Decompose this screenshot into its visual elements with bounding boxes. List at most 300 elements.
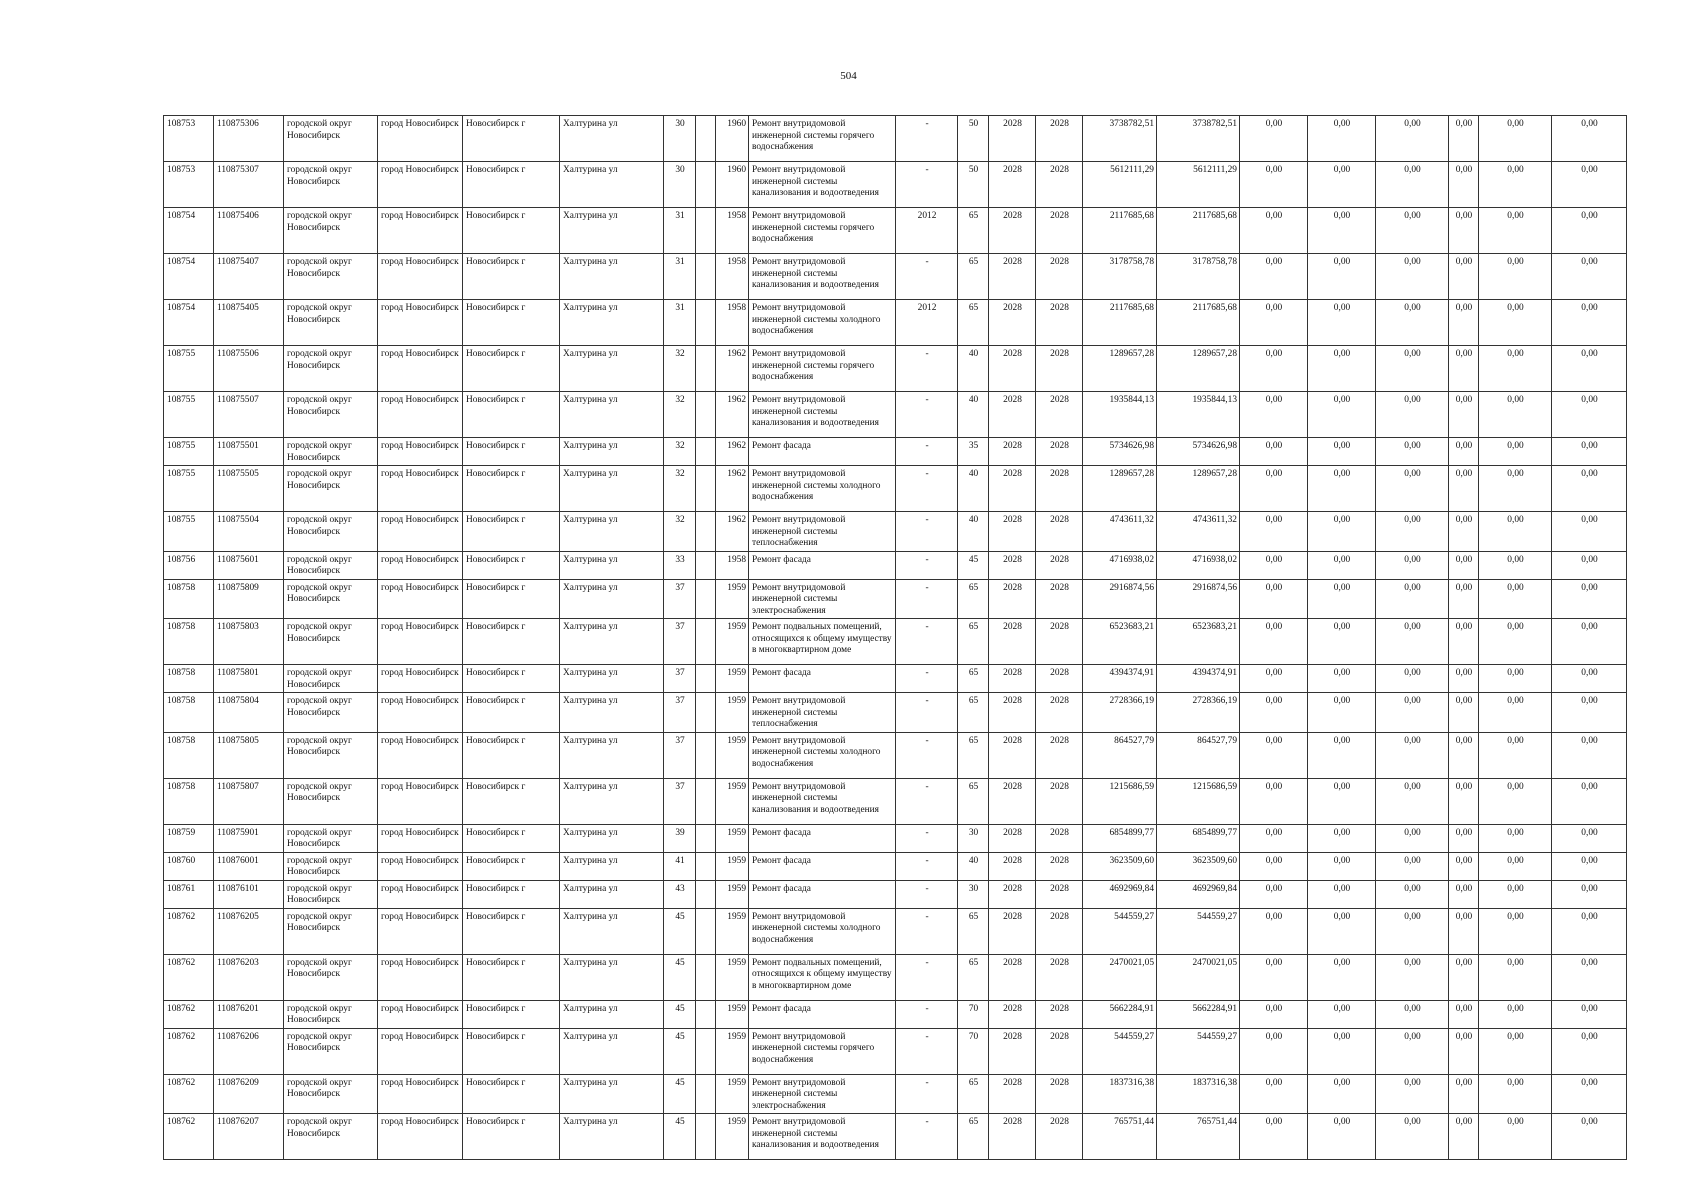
funding-cell-2: 0,00 — [1308, 1000, 1376, 1028]
funding-cell-1: 0,00 — [1240, 162, 1308, 208]
table-row — [164, 438, 1627, 466]
settlement-cell: город Новосибирск — [378, 824, 463, 852]
funding-cell-4: 0,00 — [1449, 254, 1479, 300]
house-number-cell: 32 — [664, 466, 696, 512]
plan-end-year-cell: 2028 — [1036, 665, 1083, 693]
district-cell: городской округ Новосибирск — [284, 908, 378, 954]
block-cell — [696, 824, 716, 852]
total-cost-cell: 3178758,78 — [1157, 254, 1240, 300]
build-year-cell: 1960 — [716, 162, 749, 208]
total-cost-cell: 5734626,98 — [1157, 438, 1240, 466]
funding-cell-6: 0,00 — [1552, 300, 1627, 346]
funding-cell-1: 0,00 — [1240, 693, 1308, 733]
table-row — [164, 551, 1627, 579]
wear-percent-cell: 30 — [958, 880, 989, 908]
total-cost-cell: 2117685,68 — [1157, 300, 1240, 346]
funding-cell-6: 0,00 — [1552, 908, 1627, 954]
funding-cell-4: 0,00 — [1449, 551, 1479, 579]
plan-start-year-cell: 2028 — [989, 1074, 1036, 1114]
house-number-cell: 32 — [664, 512, 696, 552]
settlement-cell: город Новосибирск — [378, 1074, 463, 1114]
plan-end-year-cell: 2028 — [1036, 732, 1083, 778]
table-row — [164, 392, 1627, 438]
plan-start-year-cell: 2028 — [989, 300, 1036, 346]
funding-cell-1: 0,00 — [1240, 824, 1308, 852]
work-code-cell: 110876207 — [214, 1114, 284, 1160]
plan-end-year-cell: 2028 — [1036, 908, 1083, 954]
street-cell: Халтурина ул — [560, 512, 664, 552]
funding-cell-5: 0,00 — [1479, 116, 1552, 162]
street-cell: Халтурина ул — [560, 824, 664, 852]
settlement-cell: город Новосибирск — [378, 162, 463, 208]
funding-cell-5: 0,00 — [1479, 466, 1552, 512]
funding-cell-4: 0,00 — [1449, 346, 1479, 392]
district-cell: городской округ Новосибирск — [284, 1028, 378, 1074]
funding-cell-3: 0,00 — [1376, 300, 1449, 346]
city-cell: Новосибирск г — [463, 778, 560, 824]
total-cost-cell: 1215686,59 — [1157, 778, 1240, 824]
wear-percent-cell: 65 — [958, 732, 989, 778]
total-cost-cell: 544559,27 — [1157, 908, 1240, 954]
funding-cell-4: 0,00 — [1449, 116, 1479, 162]
plan-start-year-cell: 2028 — [989, 778, 1036, 824]
build-year-cell: 1959 — [716, 908, 749, 954]
settlement-cell: город Новосибирск — [378, 438, 463, 466]
last-repair-year-cell: - — [896, 1074, 958, 1114]
plan-end-year-cell: 2028 — [1036, 162, 1083, 208]
plan-start-year-cell: 2028 — [989, 693, 1036, 733]
plan-end-year-cell: 2028 — [1036, 438, 1083, 466]
work-code-cell: 110876001 — [214, 852, 284, 880]
wear-percent-cell: 35 — [958, 438, 989, 466]
funding-cell-3: 0,00 — [1376, 551, 1449, 579]
last-repair-year-cell: - — [896, 852, 958, 880]
funding-cell-1: 0,00 — [1240, 551, 1308, 579]
funding-cell-5: 0,00 — [1479, 852, 1552, 880]
funding-cell-5: 0,00 — [1479, 1028, 1552, 1074]
plan-end-year-cell: 2028 — [1036, 512, 1083, 552]
table-row — [164, 1028, 1627, 1074]
funding-cell-4: 0,00 — [1449, 300, 1479, 346]
cost-cell: 1837316,38 — [1083, 1074, 1157, 1114]
house-number-cell: 45 — [664, 1000, 696, 1028]
wear-percent-cell: 40 — [958, 466, 989, 512]
plan-start-year-cell: 2028 — [989, 438, 1036, 466]
object-id-cell: 108762 — [164, 1074, 214, 1114]
last-repair-year-cell: - — [896, 665, 958, 693]
block-cell — [696, 732, 716, 778]
plan-start-year-cell: 2028 — [989, 619, 1036, 665]
cost-cell: 544559,27 — [1083, 908, 1157, 954]
block-cell — [696, 579, 716, 619]
wear-percent-cell: 30 — [958, 824, 989, 852]
table-row — [164, 778, 1627, 824]
cost-cell: 5734626,98 — [1083, 438, 1157, 466]
block-cell — [696, 693, 716, 733]
funding-cell-6: 0,00 — [1552, 1074, 1627, 1114]
build-year-cell: 1960 — [716, 116, 749, 162]
funding-cell-2: 0,00 — [1308, 954, 1376, 1000]
plan-end-year-cell: 2028 — [1036, 1074, 1083, 1114]
funding-cell-1: 0,00 — [1240, 116, 1308, 162]
funding-cell-6: 0,00 — [1552, 824, 1627, 852]
funding-cell-2: 0,00 — [1308, 732, 1376, 778]
table-row — [164, 908, 1627, 954]
funding-cell-3: 0,00 — [1376, 880, 1449, 908]
table-row — [164, 619, 1627, 665]
funding-cell-2: 0,00 — [1308, 693, 1376, 733]
funding-cell-3: 0,00 — [1376, 1074, 1449, 1114]
funding-cell-4: 0,00 — [1449, 512, 1479, 552]
block-cell — [696, 852, 716, 880]
funding-cell-6: 0,00 — [1552, 116, 1627, 162]
work-code-cell: 110876205 — [214, 908, 284, 954]
funding-cell-4: 0,00 — [1449, 162, 1479, 208]
city-cell: Новосибирск г — [463, 693, 560, 733]
total-cost-cell: 765751,44 — [1157, 1114, 1240, 1160]
settlement-cell: город Новосибирск — [378, 619, 463, 665]
funding-cell-2: 0,00 — [1308, 880, 1376, 908]
work-type-cell: Ремонт фасада — [749, 665, 896, 693]
settlement-cell: город Новосибирск — [378, 512, 463, 552]
object-id-cell: 108755 — [164, 346, 214, 392]
funding-cell-1: 0,00 — [1240, 346, 1308, 392]
work-type-cell: Ремонт внутридомовой инженерной системы канализования и водоотведения — [749, 778, 896, 824]
funding-cell-4: 0,00 — [1449, 693, 1479, 733]
district-cell: городской округ Новосибирск — [284, 665, 378, 693]
object-id-cell: 108755 — [164, 438, 214, 466]
street-cell: Халтурина ул — [560, 1000, 664, 1028]
work-code-cell: 110875405 — [214, 300, 284, 346]
cost-cell: 2117685,68 — [1083, 208, 1157, 254]
work-code-cell: 110875504 — [214, 512, 284, 552]
house-number-cell: 43 — [664, 880, 696, 908]
last-repair-year-cell: - — [896, 392, 958, 438]
house-number-cell: 37 — [664, 579, 696, 619]
funding-cell-3: 0,00 — [1376, 512, 1449, 552]
total-cost-cell: 3738782,51 — [1157, 116, 1240, 162]
house-number-cell: 41 — [664, 852, 696, 880]
object-id-cell: 108755 — [164, 392, 214, 438]
block-cell — [696, 512, 716, 552]
funding-cell-6: 0,00 — [1552, 1028, 1627, 1074]
district-cell: городской округ Новосибирск — [284, 778, 378, 824]
funding-cell-1: 0,00 — [1240, 880, 1308, 908]
funding-cell-1: 0,00 — [1240, 732, 1308, 778]
funding-cell-2: 0,00 — [1308, 778, 1376, 824]
funding-cell-6: 0,00 — [1552, 665, 1627, 693]
object-id-cell: 108755 — [164, 466, 214, 512]
object-id-cell: 108758 — [164, 579, 214, 619]
funding-cell-4: 0,00 — [1449, 880, 1479, 908]
work-type-cell: Ремонт внутридомовой инженерной системы холодного водоснабжения — [749, 908, 896, 954]
plan-end-year-cell: 2028 — [1036, 954, 1083, 1000]
plan-end-year-cell: 2028 — [1036, 824, 1083, 852]
object-id-cell: 108762 — [164, 954, 214, 1000]
work-type-cell: Ремонт подвальных помещений, относящихся к общему имуществу в многоквартирном доме — [749, 954, 896, 1000]
district-cell: городской округ Новосибирск — [284, 254, 378, 300]
district-cell: городской округ Новосибирск — [284, 116, 378, 162]
house-number-cell: 32 — [664, 346, 696, 392]
build-year-cell: 1959 — [716, 665, 749, 693]
funding-cell-6: 0,00 — [1552, 392, 1627, 438]
object-id-cell: 108754 — [164, 300, 214, 346]
work-type-cell: Ремонт внутридомовой инженерной системы теплоснабжения — [749, 512, 896, 552]
cost-cell: 6854899,77 — [1083, 824, 1157, 852]
plan-end-year-cell: 2028 — [1036, 254, 1083, 300]
plan-end-year-cell: 2028 — [1036, 116, 1083, 162]
work-code-cell: 110875809 — [214, 579, 284, 619]
total-cost-cell: 6523683,21 — [1157, 619, 1240, 665]
wear-percent-cell: 65 — [958, 254, 989, 300]
funding-cell-3: 0,00 — [1376, 1000, 1449, 1028]
work-type-cell: Ремонт внутридомовой инженерной системы канализования и водоотведения — [749, 162, 896, 208]
table-row — [164, 1000, 1627, 1028]
build-year-cell: 1958 — [716, 208, 749, 254]
settlement-cell: город Новосибирск — [378, 908, 463, 954]
work-type-cell: Ремонт внутридомовой инженерной системы теплоснабжения — [749, 693, 896, 733]
last-repair-year-cell: - — [896, 162, 958, 208]
last-repair-year-cell: - — [896, 693, 958, 733]
wear-percent-cell: 50 — [958, 116, 989, 162]
funding-cell-3: 0,00 — [1376, 162, 1449, 208]
funding-cell-5: 0,00 — [1479, 1114, 1552, 1160]
city-cell: Новосибирск г — [463, 908, 560, 954]
plan-start-year-cell: 2028 — [989, 954, 1036, 1000]
plan-end-year-cell: 2028 — [1036, 551, 1083, 579]
funding-cell-5: 0,00 — [1479, 346, 1552, 392]
work-code-cell: 110875803 — [214, 619, 284, 665]
plan-end-year-cell: 2028 — [1036, 466, 1083, 512]
work-code-cell: 110875807 — [214, 778, 284, 824]
wear-percent-cell: 40 — [958, 852, 989, 880]
funding-cell-4: 0,00 — [1449, 619, 1479, 665]
table-row — [164, 1114, 1627, 1160]
funding-cell-4: 0,00 — [1449, 1074, 1479, 1114]
settlement-cell: город Новосибирск — [378, 693, 463, 733]
funding-cell-4: 0,00 — [1449, 438, 1479, 466]
object-id-cell: 108762 — [164, 1000, 214, 1028]
plan-start-year-cell: 2028 — [989, 551, 1036, 579]
last-repair-year-cell: - — [896, 1000, 958, 1028]
street-cell: Халтурина ул — [560, 880, 664, 908]
funding-cell-5: 0,00 — [1479, 438, 1552, 466]
plan-end-year-cell: 2028 — [1036, 300, 1083, 346]
build-year-cell: 1959 — [716, 732, 749, 778]
work-code-cell: 110875805 — [214, 732, 284, 778]
city-cell: Новосибирск г — [463, 116, 560, 162]
block-cell — [696, 438, 716, 466]
city-cell: Новосибирск г — [463, 619, 560, 665]
house-number-cell: 30 — [664, 116, 696, 162]
funding-cell-1: 0,00 — [1240, 392, 1308, 438]
work-code-cell: 110875601 — [214, 551, 284, 579]
funding-cell-2: 0,00 — [1308, 512, 1376, 552]
build-year-cell: 1959 — [716, 579, 749, 619]
funding-cell-1: 0,00 — [1240, 1074, 1308, 1114]
funding-cell-1: 0,00 — [1240, 908, 1308, 954]
house-number-cell: 37 — [664, 619, 696, 665]
city-cell: Новосибирск г — [463, 466, 560, 512]
funding-cell-4: 0,00 — [1449, 665, 1479, 693]
street-cell: Халтурина ул — [560, 1028, 664, 1074]
district-cell: городской округ Новосибирск — [284, 579, 378, 619]
work-type-cell: Ремонт фасада — [749, 438, 896, 466]
funding-cell-2: 0,00 — [1308, 1114, 1376, 1160]
last-repair-year-cell: - — [896, 732, 958, 778]
build-year-cell: 1958 — [716, 254, 749, 300]
table-row — [164, 116, 1627, 162]
street-cell: Халтурина ул — [560, 954, 664, 1000]
district-cell: городской округ Новосибирск — [284, 824, 378, 852]
funding-cell-1: 0,00 — [1240, 665, 1308, 693]
funding-cell-3: 0,00 — [1376, 693, 1449, 733]
funding-cell-4: 0,00 — [1449, 732, 1479, 778]
district-cell: городской округ Новосибирск — [284, 880, 378, 908]
district-cell: городской округ Новосибирск — [284, 1114, 378, 1160]
block-cell — [696, 954, 716, 1000]
district-cell: городской округ Новосибирск — [284, 300, 378, 346]
funding-cell-6: 0,00 — [1552, 778, 1627, 824]
build-year-cell: 1962 — [716, 466, 749, 512]
work-code-cell: 110875804 — [214, 693, 284, 733]
wear-percent-cell: 65 — [958, 778, 989, 824]
total-cost-cell: 1289657,28 — [1157, 466, 1240, 512]
work-code-cell: 110875306 — [214, 116, 284, 162]
total-cost-cell: 6854899,77 — [1157, 824, 1240, 852]
wear-percent-cell: 65 — [958, 300, 989, 346]
build-year-cell: 1962 — [716, 346, 749, 392]
last-repair-year-cell: - — [896, 778, 958, 824]
funding-cell-3: 0,00 — [1376, 346, 1449, 392]
cost-cell: 4743611,32 — [1083, 512, 1157, 552]
total-cost-cell: 4394374,91 — [1157, 665, 1240, 693]
street-cell: Халтурина ул — [560, 392, 664, 438]
settlement-cell: город Новосибирск — [378, 579, 463, 619]
funding-cell-1: 0,00 — [1240, 852, 1308, 880]
work-type-cell: Ремонт фасада — [749, 824, 896, 852]
house-number-cell: 37 — [664, 665, 696, 693]
work-type-cell: Ремонт внутридомовой инженерной системы горячего водоснабжения — [749, 1028, 896, 1074]
cost-cell: 3738782,51 — [1083, 116, 1157, 162]
funding-cell-3: 0,00 — [1376, 254, 1449, 300]
funding-cell-5: 0,00 — [1479, 824, 1552, 852]
city-cell: Новосибирск г — [463, 579, 560, 619]
work-type-cell: Ремонт подвальных помещений, относящихся к общему имуществу в многоквартирном доме — [749, 619, 896, 665]
last-repair-year-cell: - — [896, 954, 958, 1000]
plan-end-year-cell: 2028 — [1036, 693, 1083, 733]
plan-start-year-cell: 2028 — [989, 512, 1036, 552]
plan-start-year-cell: 2028 — [989, 392, 1036, 438]
funding-cell-5: 0,00 — [1479, 300, 1552, 346]
repair-register-table — [163, 115, 1627, 1160]
funding-cell-6: 0,00 — [1552, 1114, 1627, 1160]
total-cost-cell: 3623509,60 — [1157, 852, 1240, 880]
street-cell: Халтурина ул — [560, 162, 664, 208]
table-row — [164, 208, 1627, 254]
district-cell: городской округ Новосибирск — [284, 1000, 378, 1028]
total-cost-cell: 2916874,56 — [1157, 579, 1240, 619]
last-repair-year-cell: - — [896, 619, 958, 665]
work-type-cell: Ремонт внутридомовой инженерной системы электроснабжения — [749, 1074, 896, 1114]
plan-end-year-cell: 2028 — [1036, 852, 1083, 880]
funding-cell-2: 0,00 — [1308, 438, 1376, 466]
object-id-cell: 108753 — [164, 116, 214, 162]
city-cell: Новосибирск г — [463, 1000, 560, 1028]
total-cost-cell: 4743611,32 — [1157, 512, 1240, 552]
work-type-cell: Ремонт внутридомовой инженерной системы холодного водоснабжения — [749, 732, 896, 778]
work-type-cell: Ремонт внутридомовой инженерной системы горячего водоснабжения — [749, 346, 896, 392]
district-cell: городской округ Новосибирск — [284, 852, 378, 880]
district-cell: городской округ Новосибирск — [284, 438, 378, 466]
block-cell — [696, 116, 716, 162]
funding-cell-4: 0,00 — [1449, 778, 1479, 824]
funding-cell-5: 0,00 — [1479, 512, 1552, 552]
work-code-cell: 110876209 — [214, 1074, 284, 1114]
funding-cell-3: 0,00 — [1376, 438, 1449, 466]
table-row — [164, 512, 1627, 552]
table-row — [164, 1074, 1627, 1114]
funding-cell-4: 0,00 — [1449, 1000, 1479, 1028]
funding-cell-2: 0,00 — [1308, 1074, 1376, 1114]
settlement-cell: город Новосибирск — [378, 732, 463, 778]
cost-cell: 2916874,56 — [1083, 579, 1157, 619]
funding-cell-6: 0,00 — [1552, 619, 1627, 665]
settlement-cell: город Новосибирск — [378, 1114, 463, 1160]
build-year-cell: 1959 — [716, 1114, 749, 1160]
street-cell: Халтурина ул — [560, 908, 664, 954]
wear-percent-cell: 65 — [958, 693, 989, 733]
settlement-cell: город Новосибирск — [378, 1000, 463, 1028]
funding-cell-5: 0,00 — [1479, 162, 1552, 208]
wear-percent-cell: 70 — [958, 1028, 989, 1074]
funding-cell-6: 0,00 — [1552, 512, 1627, 552]
block-cell — [696, 1000, 716, 1028]
plan-end-year-cell: 2028 — [1036, 619, 1083, 665]
street-cell: Халтурина ул — [560, 693, 664, 733]
last-repair-year-cell: - — [896, 551, 958, 579]
house-number-cell: 45 — [664, 908, 696, 954]
house-number-cell: 45 — [664, 1028, 696, 1074]
settlement-cell: город Новосибирск — [378, 116, 463, 162]
block-cell — [696, 208, 716, 254]
cost-cell: 6523683,21 — [1083, 619, 1157, 665]
funding-cell-3: 0,00 — [1376, 778, 1449, 824]
plan-start-year-cell: 2028 — [989, 732, 1036, 778]
work-type-cell: Ремонт внутридомовой инженерной системы холодного водоснабжения — [749, 300, 896, 346]
plan-start-year-cell: 2028 — [989, 346, 1036, 392]
funding-cell-2: 0,00 — [1308, 392, 1376, 438]
work-type-cell: Ремонт внутридомовой инженерной системы канализования и водоотведения — [749, 1114, 896, 1160]
city-cell: Новосибирск г — [463, 1074, 560, 1114]
funding-cell-2: 0,00 — [1308, 908, 1376, 954]
funding-cell-4: 0,00 — [1449, 1114, 1479, 1160]
total-cost-cell: 2470021,05 — [1157, 954, 1240, 1000]
house-number-cell: 37 — [664, 732, 696, 778]
funding-cell-2: 0,00 — [1308, 208, 1376, 254]
funding-cell-6: 0,00 — [1552, 852, 1627, 880]
funding-cell-5: 0,00 — [1479, 254, 1552, 300]
object-id-cell: 108760 — [164, 852, 214, 880]
block-cell — [696, 392, 716, 438]
district-cell: городской округ Новосибирск — [284, 392, 378, 438]
funding-cell-1: 0,00 — [1240, 579, 1308, 619]
cost-cell: 3178758,78 — [1083, 254, 1157, 300]
work-type-cell: Ремонт внутридомовой инженерной системы канализования и водоотведения — [749, 254, 896, 300]
funding-cell-4: 0,00 — [1449, 208, 1479, 254]
object-id-cell: 108762 — [164, 1028, 214, 1074]
build-year-cell: 1959 — [716, 954, 749, 1000]
